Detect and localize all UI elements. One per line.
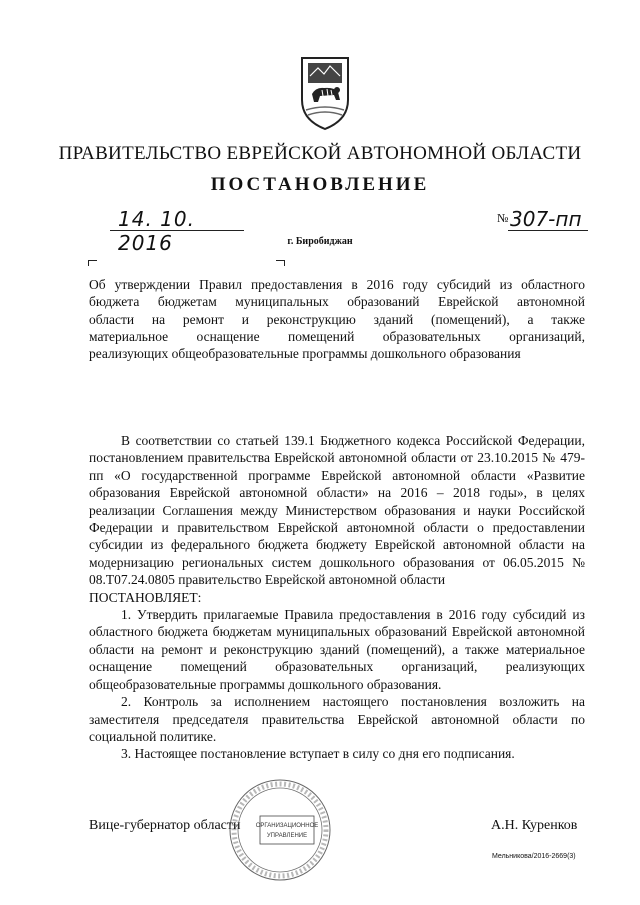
- subject-line: материальное оснащение помещений образовательных организаций,: [89, 328, 585, 344]
- coat-of-arms-icon: [296, 54, 354, 132]
- preamble-paragraph: В соответствии со статьей 139.1 Бюджетного кодекса Российской Федерации, постановлением правительства Еврейской автономной области от 23.10.2015 № 479-пп «О государственной программе Еврейской автономной области «Развитие образования Еврейской автономной области» на 2016 – 2018 годы», в целях реализации Соглашения между Министерством образования и науки Российской Федерации и правительством Еврейской автономной области о предоставлении субсидии из федерального бюджета бюджету Еврейской автономной области на модернизацию региональных систем дошкольного образования от 06.05.2015 № 08.Т07.24.0805 правительство Еврейской автономной области: [89, 433, 585, 588]
- subject-line: области на ремонт и реконструкцию зданий (помещений), а также: [89, 311, 585, 327]
- document-date: 14. 10. 2016: [118, 207, 195, 255]
- stamp-line-1: ОРГАНИЗАЦИОННОЕ: [255, 823, 319, 829]
- document-type-title: ПОСТАНОВЛЕНИЕ: [210, 174, 430, 195]
- date-underline: [110, 230, 244, 231]
- official-stamp: [226, 776, 334, 884]
- government-title: ПРАВИТЕЛЬСТВО ЕВРЕЙСКОЙ АВТОНОМНОЙ ОБЛАСТИ: [58, 143, 582, 164]
- subject-line: бюджета бюджетам муниципальных образований Еврейской автономной: [89, 294, 585, 310]
- item-paragraph: 2. Контроль за исполнением настоящего постановления возложить на заместителя председателя правительства Еврейской автономной области по социальной политике.: [89, 694, 585, 744]
- subject-line: реализующих общеобразовательные программы дошкольного образования: [89, 346, 521, 362]
- signer-name: А.Н. Куренков: [491, 818, 578, 833]
- document-body: [89, 432, 585, 763]
- stamp-line-2: УПРАВЛЕНИЕ: [266, 833, 308, 839]
- document-number: 307-пп: [510, 207, 582, 231]
- executor-footnote: Мельникова/2016-2669(3): [492, 853, 576, 860]
- signer-position: Вице-губернатор области: [89, 818, 241, 833]
- resolves-heading: ПОСТАНОВЛЯЕТ:: [89, 589, 202, 605]
- city-label: г. Биробиджан: [287, 236, 353, 247]
- item-paragraph: 1. Утвердить прилагаемые Правила предоставления в 2016 году субсидий из областного бюджета бюджетам муниципальных образований Еврейской автономной области на ремонт и реконструкцию зданий (помещений), а также материальное оснащение помещений образовательных организаций, реализующих общеобразовательные программы дошкольного образования.: [89, 607, 585, 692]
- subject-bracket-left: [88, 260, 97, 266]
- number-underline: [508, 230, 588, 231]
- subject-line: Об утверждении Правил предоставления в 2016 году субсидий из областного: [89, 277, 585, 292]
- number-prefix: №: [497, 211, 509, 225]
- subject-bracket-right: [276, 260, 285, 266]
- subject-heading: [89, 276, 585, 362]
- item-paragraph: 3. Настоящее постановление вступает в силу со дня его подписания.: [121, 746, 515, 762]
